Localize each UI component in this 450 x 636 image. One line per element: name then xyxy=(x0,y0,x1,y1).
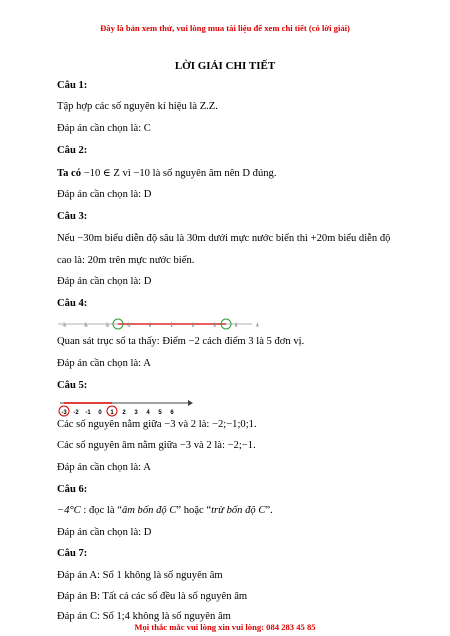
q5-line2: Các số nguyên âm nằm giữa −3 và 2 là: −2;−1. xyxy=(57,440,256,451)
q4-tick-label: 5 xyxy=(256,323,259,328)
q2-lead: Ta có xyxy=(57,168,82,179)
q2-rest: −10 ∈ Z vì −10 là số nguyên âm nên D đúng. xyxy=(81,168,277,179)
q7-option-b: Đáp án B: Tất cả các số đều là số nguyên âm xyxy=(57,591,248,602)
q5-tick-label: 4 xyxy=(146,410,150,416)
q4-line: Quan sát trục số ta thấy: Điểm −2 cách điểm 3 là 5 đơn vị. xyxy=(57,336,305,347)
header-banner: Đây là bản xem thử, vui lòng mua tài liệu để xem chi tiết (có lời giải) xyxy=(100,23,350,33)
q4-tick-label: -4 xyxy=(61,323,67,328)
q6-expr: −4°C xyxy=(57,505,81,516)
q3-heading: Câu 3: xyxy=(57,211,88,222)
q2-answer: Đáp án cần chọn là: D xyxy=(57,189,152,200)
q4-tick-label: 2 xyxy=(191,323,195,328)
q5-tick-label: 1 xyxy=(110,410,114,416)
q5-tick-label: 0 xyxy=(98,410,102,416)
q3-answer: Đáp án cần chọn là: D xyxy=(57,276,152,287)
q5-line1: Các số nguyên nằm giữa −3 và 2 là: −2;−1;0;1. xyxy=(57,419,257,430)
q6-text-a: : đọc là “ xyxy=(80,505,122,516)
page-title: LỜI GIẢI CHI TIẾT xyxy=(174,60,276,72)
q5-tick-label: -3 xyxy=(61,410,67,416)
q7-option-c: Đáp án C: Số 1;4 không là số nguyên âm xyxy=(57,611,231,622)
q4-answer: Đáp án cần chọn là: A xyxy=(57,358,151,369)
q3-line1: Nếu −30m biểu diễn độ sâu là 30m dưới mực nước biển thì +20m biểu diễn độ xyxy=(57,233,391,244)
q6-answer: Đáp án cần chọn là: D xyxy=(57,527,152,538)
q6-text-c: ”. xyxy=(265,505,273,516)
q1-answer: Đáp án cần chọn là: C xyxy=(57,123,151,134)
q2-line xyxy=(57,167,277,179)
q4-tick-label: 4 xyxy=(234,323,238,328)
q6-text-b: ” hoặc “ xyxy=(176,505,212,516)
q1-line: Tập hợp các số nguyên kí hiệu là Z.Z. xyxy=(57,101,218,112)
q4-heading: Câu 4: xyxy=(57,298,88,309)
q1-heading: Câu 1: xyxy=(57,80,88,91)
q4-tick-label: -1 xyxy=(126,323,131,328)
q2-heading: Câu 2: xyxy=(57,145,88,156)
q7-option-a: Đáp án A: Số 1 không là số nguyên âm xyxy=(57,570,223,581)
q5-arrow xyxy=(188,400,193,406)
q4-tick-label: -3 xyxy=(83,323,88,328)
q4-tick-label: 1 xyxy=(170,323,173,328)
q5-tick-label: -2 xyxy=(73,410,79,416)
q5-number-line xyxy=(56,398,196,418)
q5-tick-label: -1 xyxy=(85,410,91,416)
q4-tick-label: -2 xyxy=(104,323,110,328)
q5-tick-label: 2 xyxy=(122,410,126,416)
q6-line xyxy=(57,505,273,516)
q4-number-line xyxy=(56,315,259,331)
q7-heading: Câu 7: xyxy=(57,548,88,559)
q5-tick-label: 5 xyxy=(158,410,162,416)
q5-tick-label: 6 xyxy=(170,410,174,416)
q5-tick-label: 3 xyxy=(134,410,138,416)
footer-banner: Mọi thắc mắc vui lòng xin vui lòng: 084 283 45 85 xyxy=(134,622,316,632)
q5-answer: Đáp án cần chọn là: A xyxy=(57,462,151,473)
q6-italic1: âm bốn độ C xyxy=(121,505,177,516)
q4-tick-label: 3 xyxy=(213,323,216,328)
q4-tick-label: 0 xyxy=(148,323,152,328)
q3-line2: cao là: 20m trên mực nước biển. xyxy=(57,255,195,266)
q5-heading: Câu 5: xyxy=(57,380,88,391)
q6-heading: Câu 6: xyxy=(57,484,88,495)
q6-italic2: trừ bốn độ C xyxy=(211,505,266,516)
